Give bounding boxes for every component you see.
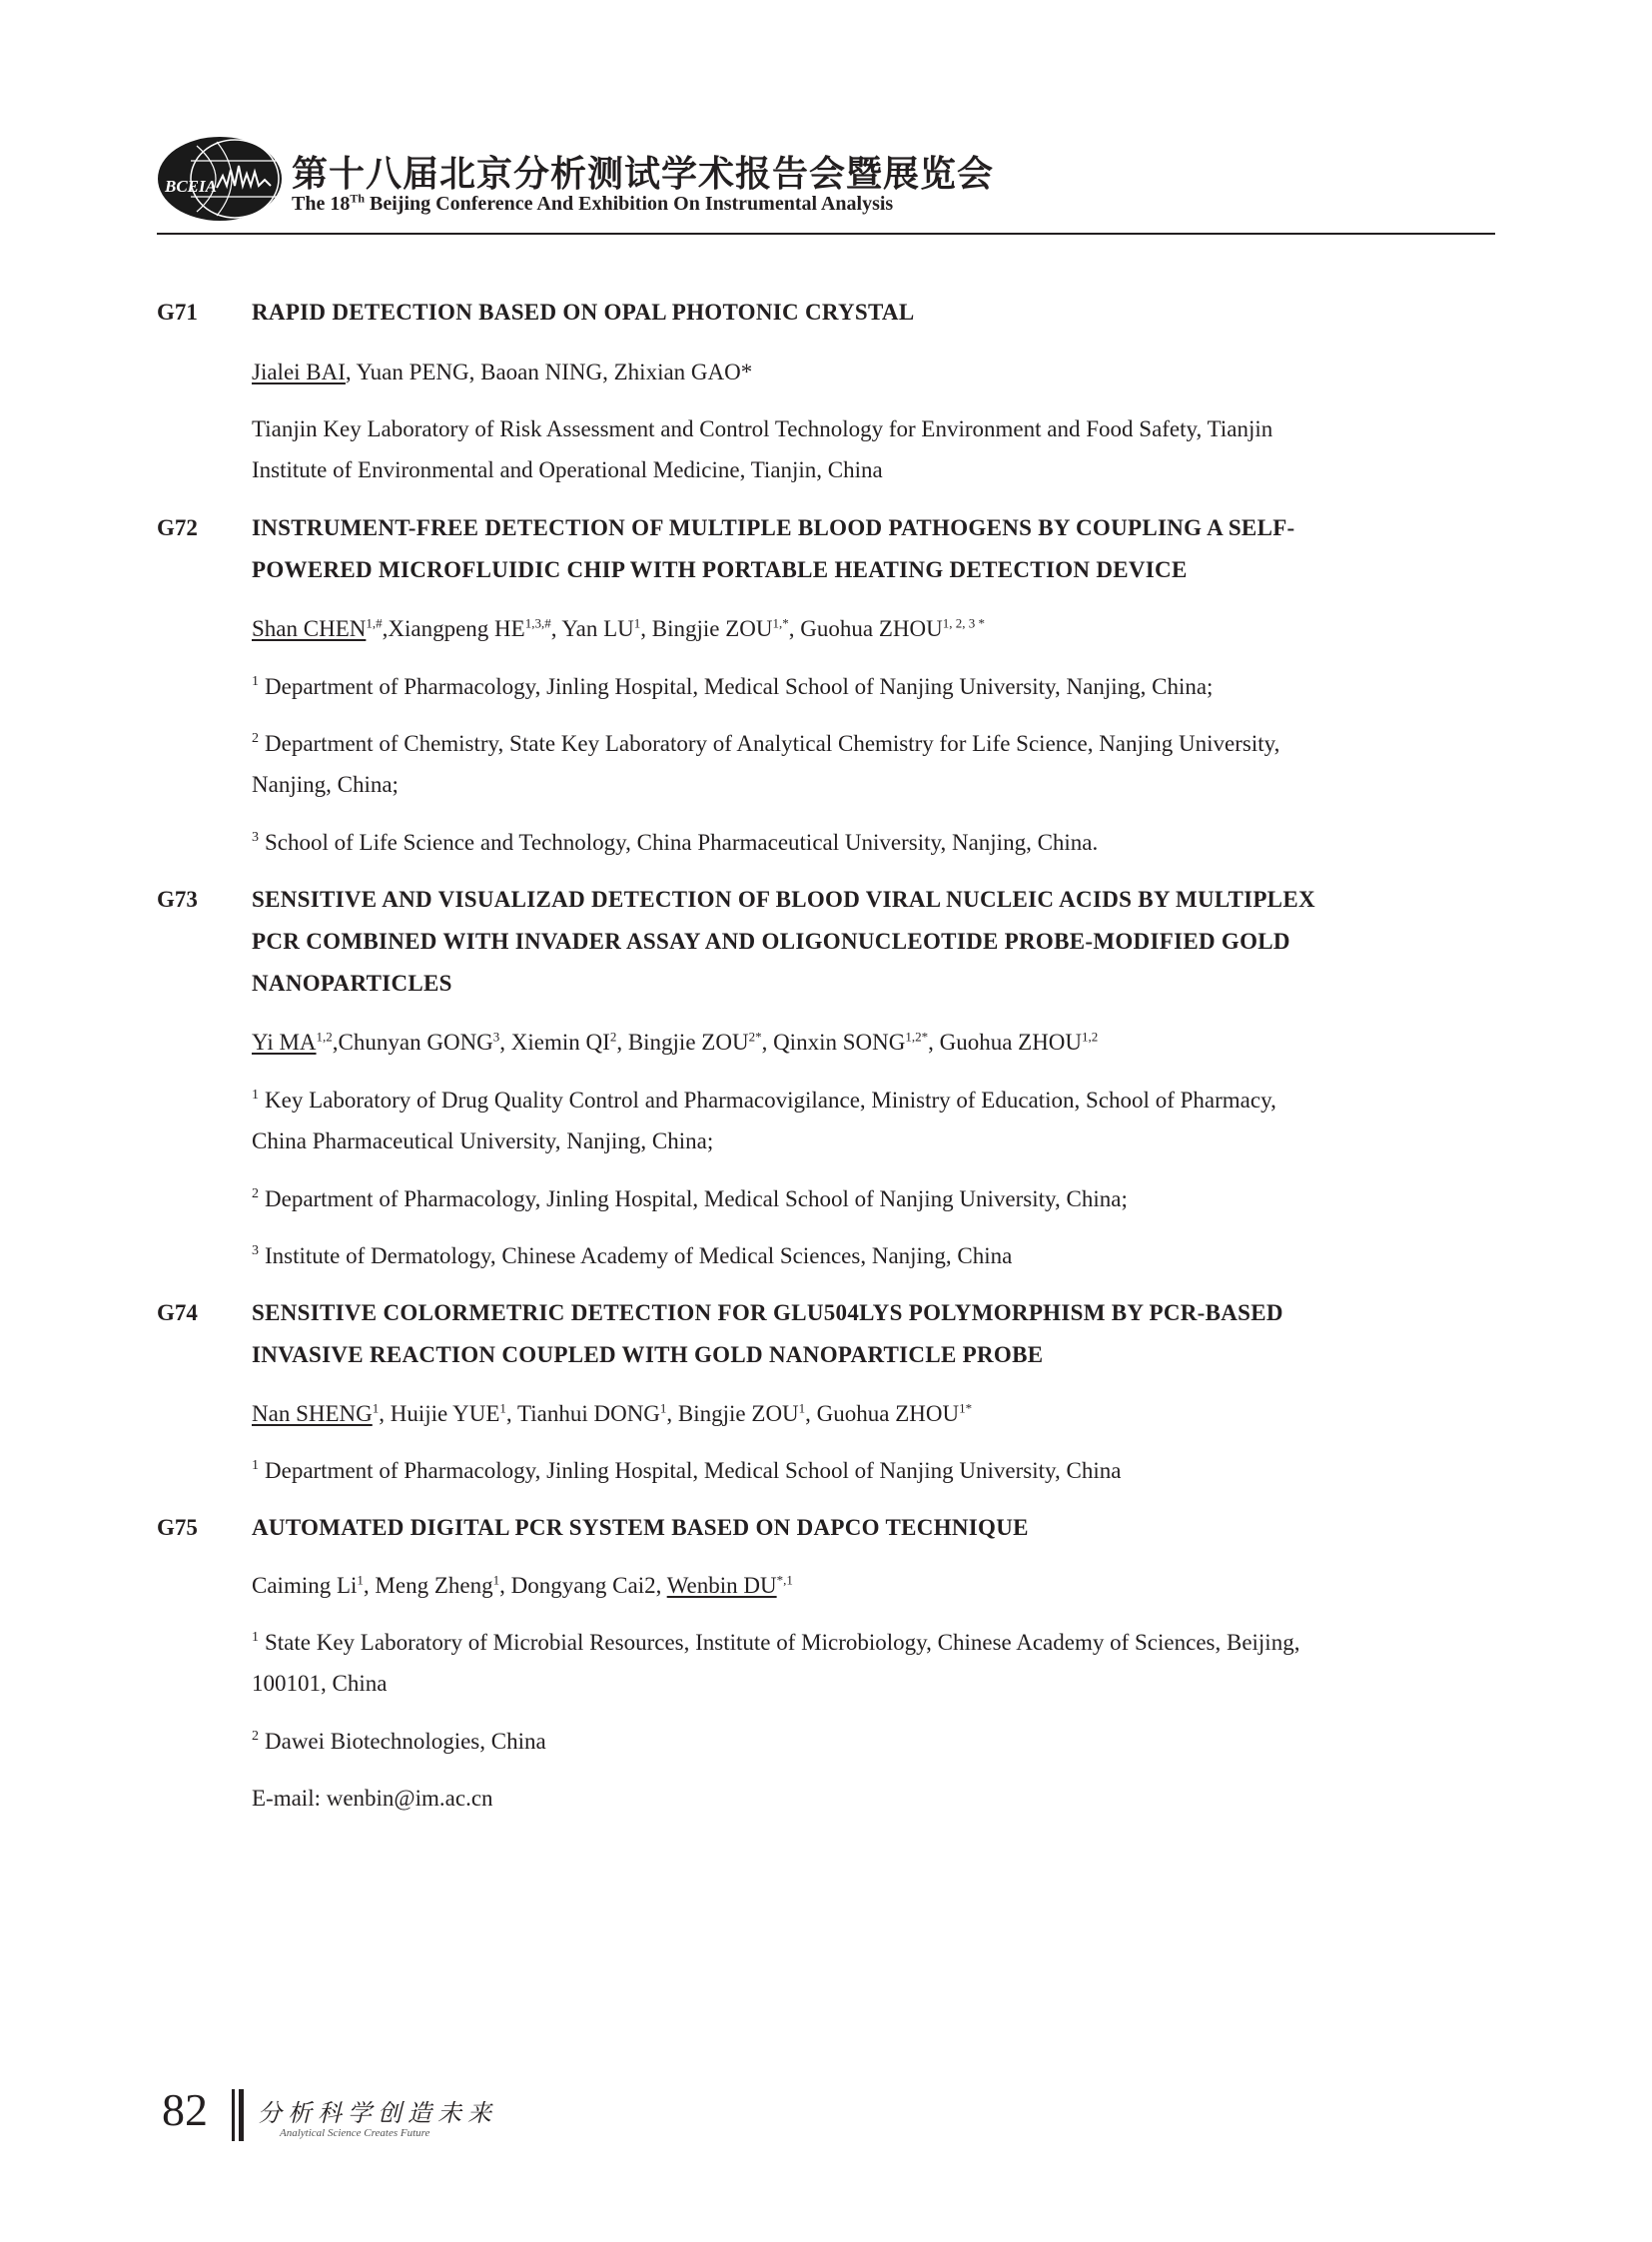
conference-title-en: The 18Th Beijing Conference And Exhibition On Instrumental Analysis [292,191,894,215]
footer-slogan-cn: 分析科学创造未来 [258,2099,497,2127]
abstract-code: G75 [157,1515,198,1540]
contact-email: E-mail: wenbin@im.ac.cn [252,1786,493,1811]
affiliation: 100101, China [252,1671,388,1696]
abstract-code: G74 [157,1300,198,1325]
affiliation: $^2$ Dawei Biotechnologies, China [252,1729,546,1754]
abstract-code: G72 [157,515,198,540]
abstract-title: SENSITIVE AND VISUALIZAD DETECTION OF BLOOD VIRAL NUCLEIC ACIDS BY MULTIPLEX [252,887,1315,912]
affiliation: $^1$ Key Laboratory of Drug Quality Control and Pharmacovigilance, Ministry of Education, School of Pharmacy, [252,1088,1276,1113]
abstract-title: AUTOMATED DIGITAL PCR SYSTEM BASED ON DAPCO TECHNIQUE [252,1515,1029,1540]
logo-text: BCEIA [165,177,217,196]
bceia-logo [157,136,283,222]
affiliation: $^3$ School of Life Science and Technology, China Pharmaceutical University, Nanjing, China. [252,830,1099,855]
abstract-code: G71 [157,300,198,325]
conference-title-cn: 第十八届北京分析测试学术报告会暨展览会 [292,154,995,195]
affiliation: $^1$ Department of Pharmacology, Jinling Hospital, Medical School of Nanjing University, Nanjing, China; [252,674,1214,699]
affiliation: $^2$ Department of Pharmacology, Jinling Hospital, Medical School of Nanjing University, China; [252,1186,1128,1211]
author-list: Caiming Li$^1$, Meng Zheng$^1$, Dongyang Cai2, Wenbin $DU^{*,1}$ [252,1572,793,1598]
abstract-title: PCR COMBINED WITH INVADER ASSAY AND OLIGONUCLEOTIDE PROBE-MODIFIED GOLD [252,929,1290,954]
author-list: Shan $CHEN^{1,\#},Xiangpeng$ $HE^{1,3,\#}$, Yan $LU^1$, Bingjie $ZOU^{1,*}$, Guohua $ZHOU^{1, 2, 3 *}$ [252,615,985,641]
affiliation: China Pharmaceutical University, Nanjing, China; [252,1128,714,1153]
page-number: 82 [162,2084,208,2135]
abstract-code: G73 [157,887,198,912]
affiliation: $^1$ Department of Pharmacology, Jinling Hospital, Medical School of Nanjing University, China [252,1458,1122,1483]
abstract-title: INSTRUMENT-FREE DETECTION OF MULTIPLE BLOOD PATHOGENS BY COUPLING A SELF- [252,515,1295,540]
footer-divider-bars [230,2089,250,2141]
abstract-title: POWERED MICROFLUIDIC CHIP WITH PORTABLE HEATING DETECTION DEVICE [252,557,1188,582]
author-list: Nan SHENG$^1$, Huijie YUE$^1$, Tianhui DONG$^1$, Bingjie ZOU$^1$, Guohua $ZHOU^{1*}$ [252,1400,973,1426]
affiliation: $^1$ State Key Laboratory of Microbial Resources, Institute of Microbiology, Chinese Academy of Sciences, Beijing, [252,1630,1300,1655]
abstract-title: RAPID DETECTION BASED ON OPAL PHOTONIC CRYSTAL [252,300,915,325]
affiliation: $^3$ Institute of Dermatology, Chinese Academy of Medical Sciences, Nanjing, China [252,1243,1013,1268]
affiliation: Nanjing, China; [252,772,399,797]
footer-slogan-en: Analytical Science Creates Future [280,2127,430,2139]
abstract-title: SENSITIVE COLORMETRIC DETECTION FOR GLU504LYS POLYMORPHISM BY PCR-BASED [252,1300,1283,1325]
author-list: Jialei BAI, Yuan PENG, Baoan NING, Zhixian GAO* [252,360,753,384]
abstract-title: INVASIVE REACTION COUPLED WITH GOLD NANOPARTICLE PROBE [252,1342,1044,1367]
abstract-title: NANOPARTICLES [252,971,452,996]
author-list: Yi MA$^{1,2}$,Chunyan GONG$^3$, Xiemin $QI^2$, Bingjie $ZOU^{2*}$, Qinxin $SONG^{1,2*}$, Guohua ZHOU$^{1,2}$ [252,1029,1099,1055]
header-divider [157,233,1495,235]
affiliation: Tianjin Key Laboratory of Risk Assessment and Control Technology for Environment and Food Safety, Tianjin [252,416,1273,441]
affiliation: $^2$ Department of Chemistry, State Key Laboratory of Analytical Chemistry for Life Science, Nanjing University, [252,731,1280,756]
affiliation: Institute of Environmental and Operational Medicine, Tianjin, China [252,457,883,482]
